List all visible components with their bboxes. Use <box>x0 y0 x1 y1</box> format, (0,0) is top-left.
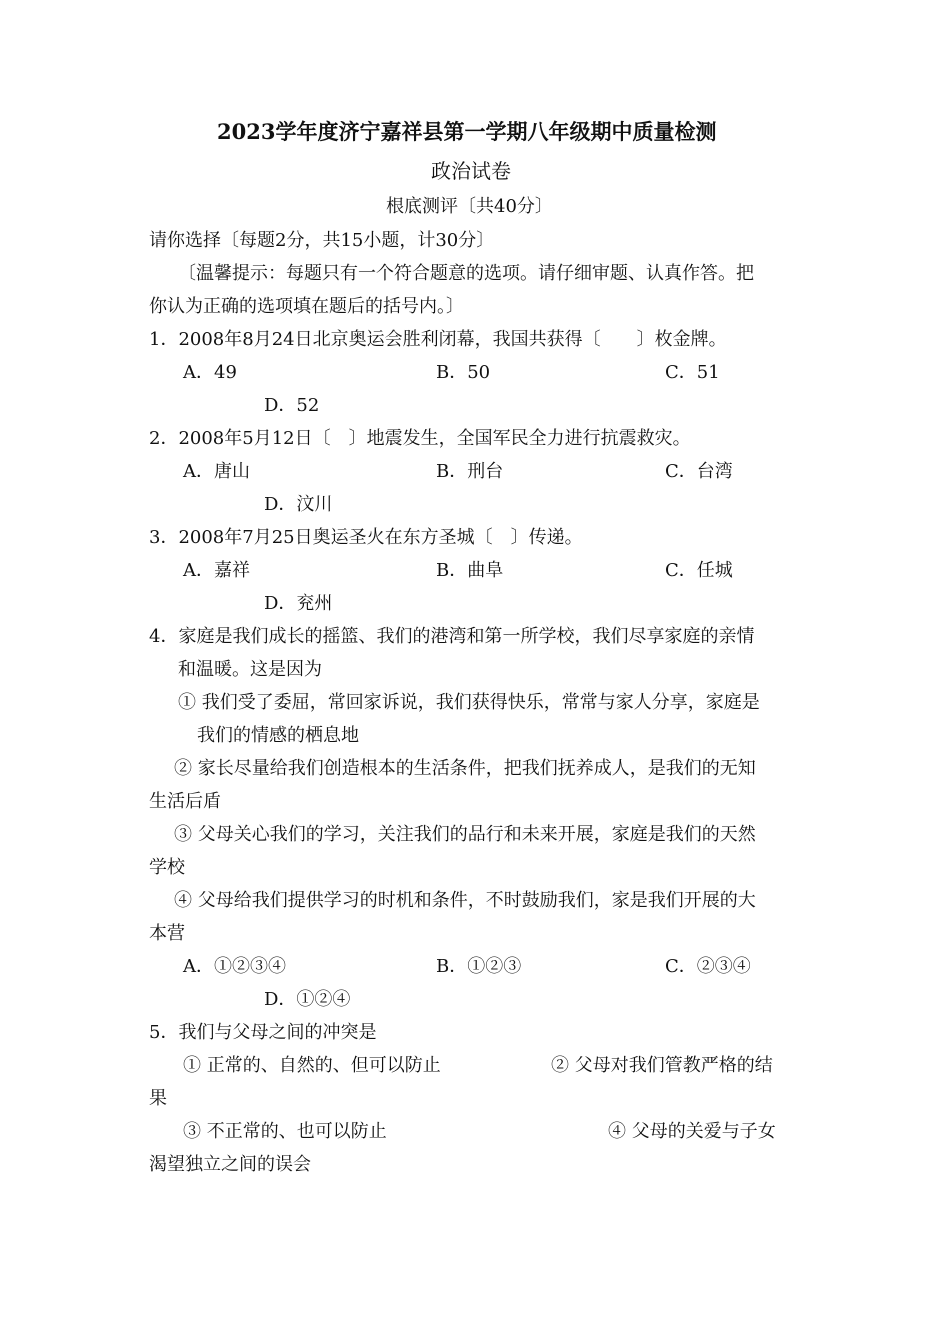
question-1-option-d: D．52 <box>264 395 320 416</box>
question-5-item-4: ④ 父母的关爱与子女 <box>608 1121 776 1142</box>
question-5-item-4: 渴望独立之间的误会 <box>149 1154 311 1175</box>
question-1-option-c: C．51 <box>665 362 720 383</box>
tip-line: 你认为正确的选项填在题后的括号内。〕 <box>149 296 464 317</box>
question-3-option-d: D．兖州 <box>264 593 333 614</box>
question-5-item-3: ③ 不正常的、也可以防止 <box>183 1121 387 1142</box>
question-2-option-d: D．汶川 <box>264 494 333 515</box>
question-4-option-a: A．①②③④ <box>183 956 286 977</box>
question-3-option-b: B．曲阜 <box>436 560 504 581</box>
question-3-stem: 3．2008年7月25日奥运圣火在东方圣城〔 〕传递。 <box>149 527 583 548</box>
question-4-item-2: ② 家长尽量给我们创造根本的生活条件，把我们抚养成人，是我们的无知 <box>174 758 756 779</box>
question-4-item-1: ① 我们受了委屈，常回家诉说，我们获得快乐，常常与家人分享，家庭是 <box>178 692 760 713</box>
question-2-option-b: B．刑台 <box>436 461 504 482</box>
question-4-item-2: 生活后盾 <box>149 791 221 812</box>
question-2-option-c: C．台湾 <box>665 461 733 482</box>
tip-line: 〔温馨提示：每题只有一个符合题意的选项。请仔细审题、认真作答。把 <box>178 263 754 284</box>
question-4-item-3: 学校 <box>149 857 185 878</box>
question-1-option-b: B．50 <box>436 362 491 383</box>
question-4-item-3: ③ 父母关心我们的学习，关注我们的品行和未来开展，家庭是我们的天然 <box>174 824 756 845</box>
question-2-option-a: A．唐山 <box>183 461 250 482</box>
question-4-item-4: 本营 <box>149 923 185 944</box>
exam-subtitle: 政治试卷 <box>431 159 511 183</box>
question-4-stem: 和温暖。这是因为 <box>178 659 322 680</box>
question-4-item-1: 我们的情感的栖息地 <box>197 725 359 746</box>
question-1-option-a: A．49 <box>183 362 237 383</box>
question-5-item-2: ② 父母对我们管教严格的结 <box>551 1055 773 1076</box>
part-heading: 请你选择〔每题2分，共15小题，计30分〕 <box>149 230 495 251</box>
question-4-option-c: C．②③④ <box>665 956 751 977</box>
question-3-option-c: C．任城 <box>665 560 733 581</box>
question-5-stem: 5．我们与父母之间的冲突是 <box>149 1022 377 1043</box>
question-5-item-2: 果 <box>149 1088 167 1109</box>
question-4-stem: 4．家庭是我们成长的摇篮、我们的港湾和第一所学校，我们尽享家庭的亲情 <box>149 626 755 647</box>
question-3-option-a: A．嘉祥 <box>183 560 250 581</box>
section-heading: 根底测评〔共40分〕 <box>386 196 553 217</box>
question-4-item-4: ④ 父母给我们提供学习的时机和条件，不时鼓励我们，家是我们开展的大 <box>174 890 756 911</box>
exam-title: 2023学年度济宁嘉祥县第一学期八年级期中质量检测 <box>217 119 717 144</box>
question-4-option-b: B．①②③ <box>436 956 522 977</box>
question-1-stem: 1．2008年8月24日北京奥运会胜利闭幕，我国共获得〔 〕枚金牌。 <box>149 329 727 350</box>
question-2-stem: 2．2008年5月12日〔 〕地震发生，全国军民全力进行抗震救灾。 <box>149 428 691 449</box>
question-4-option-d: D．①②④ <box>264 989 351 1010</box>
question-5-item-1: ① 正常的、自然的、但可以防止 <box>183 1055 441 1076</box>
